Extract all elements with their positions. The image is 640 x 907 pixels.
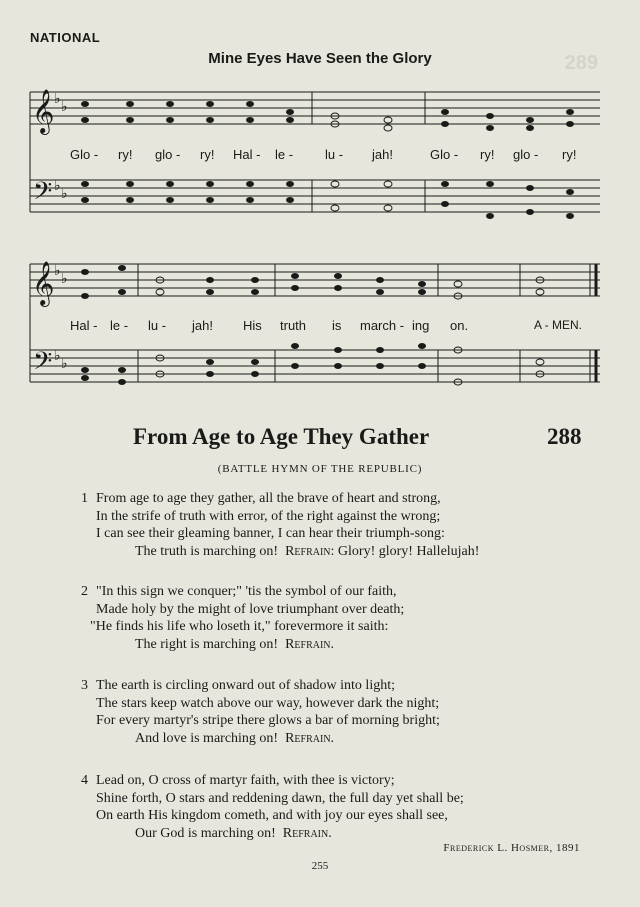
author-credit: Frederick L. Hosmer, 1891 (443, 842, 580, 854)
treble-clef-icon: 𝄞 (32, 89, 55, 133)
refrain-label: Refrain. (285, 636, 335, 652)
refrain-words: Glory! glory! Hallelujah! (337, 543, 480, 559)
note-heads (81, 101, 577, 385)
verse-line: For every martyr's stripe there glows a bar of morning bright; (96, 713, 440, 729)
lyric-syllable: jah! (192, 318, 213, 333)
lyric-syllable: truth (280, 318, 307, 333)
lyric-syllable: ry! (562, 147, 577, 162)
verse-line: Lead on, O cross of martyr faith, with thee is victory; (96, 773, 395, 788)
refrain-text: The right is marching on! (135, 636, 279, 652)
lyric-syllable: ry! (118, 147, 133, 162)
verse-line: From age to age they gather, all the brave of heart and strong, (96, 491, 441, 506)
section-label: NATIONAL (30, 30, 101, 45)
lyric-syllable: le - (275, 147, 294, 162)
tune-name: (BATTLE HYMN OF THE REPUBLIC) (217, 463, 423, 475)
lyric-syllable: ry! (200, 147, 215, 162)
verse-line: On earth His kingdom cometh, and with joy our eyes shall see, (96, 808, 448, 824)
bass-clef-icon: 𝄢 (33, 177, 53, 212)
lyric-amen: A - MEN. (534, 318, 583, 332)
verse-number: 1 (81, 491, 88, 506)
page-number: 255 (311, 860, 329, 872)
refrain-text: The truth is marching on! (135, 543, 279, 559)
verse-line: In the strife of truth with error, of the right against the wrong; (96, 508, 441, 524)
lyric-syllable: is (332, 318, 342, 333)
lyric-syllable: His (243, 318, 262, 333)
lyric-syllable: Hal - (70, 318, 98, 333)
verse-line: "He finds his life who loseth it," forevermore it saith: (90, 619, 389, 635)
lyric-syllable: Glo - (70, 147, 99, 162)
flat-icon: ♭ (54, 348, 61, 364)
bass-clef-icon: 𝄢 (33, 347, 53, 382)
flat-icon: ♭ (54, 263, 61, 279)
lyric-syllable: glo - (155, 147, 181, 162)
refrain-label: Refrain: (285, 543, 335, 559)
lyric-syllable: lu - (148, 318, 167, 333)
tune-title: Mine Eyes Have Seen the Glory (208, 50, 432, 67)
verse-line: I can see their gleaming banner, I can hear their triumph-song: (96, 526, 445, 542)
refrain-text: Our God is marching on! (135, 825, 276, 841)
lyric-syllable: le - (110, 318, 129, 333)
bleed-through-number: 289 (564, 52, 598, 74)
flat-icon: ♭ (54, 178, 61, 194)
lyric-syllable: glo - (513, 147, 539, 162)
lyric-syllable: march - (360, 318, 405, 333)
lyric-syllable: ry! (480, 147, 495, 162)
flat-icon: ♭ (54, 91, 61, 107)
lyric-syllable: Hal - (233, 147, 261, 162)
verse-line: The stars keep watch above our way, however dark the night; (96, 695, 440, 711)
refrain-line (135, 825, 332, 843)
refrain-label: Refrain. (282, 825, 332, 841)
clefs (32, 89, 68, 382)
refrain-line (135, 730, 334, 748)
verse-line: "In this sign we conquer;" 'tis the symbol of our faith, (96, 584, 397, 599)
lyric-syllable: Glo - (430, 147, 459, 162)
refrain-text: And love is marching on! (135, 730, 279, 746)
verse-number: 3 (81, 678, 88, 693)
flat-icon: ♭ (61, 356, 68, 372)
lyric-syllable: lu - (325, 147, 344, 162)
verse-line: Made holy by the might of love triumphant over death; (96, 601, 405, 617)
hymn-title: From Age to Age They Gather (133, 424, 430, 449)
lyric-syllable: ing (412, 318, 430, 333)
refrain-label: Refrain. (285, 730, 335, 746)
verse-line: The earth is circling onward out of shadow into light; (96, 678, 395, 693)
verse-line: Shine forth, O stars and reddening dawn, the full day yet shall be; (96, 790, 464, 806)
refrain-line (135, 636, 334, 654)
treble-clef-icon: 𝄞 (32, 261, 55, 305)
flat-icon: ♭ (61, 186, 68, 202)
verse-number: 4 (81, 773, 88, 788)
lyric-syllable: jah! (372, 147, 393, 162)
hymn-number: 288 (547, 424, 582, 449)
refrain-line (135, 543, 479, 561)
flat-icon: ♭ (61, 271, 68, 287)
verse-number: 2 (81, 584, 88, 599)
flat-icon: ♭ (61, 99, 68, 115)
music-score (0, 0, 640, 410)
lyric-syllable: on. (450, 318, 469, 333)
